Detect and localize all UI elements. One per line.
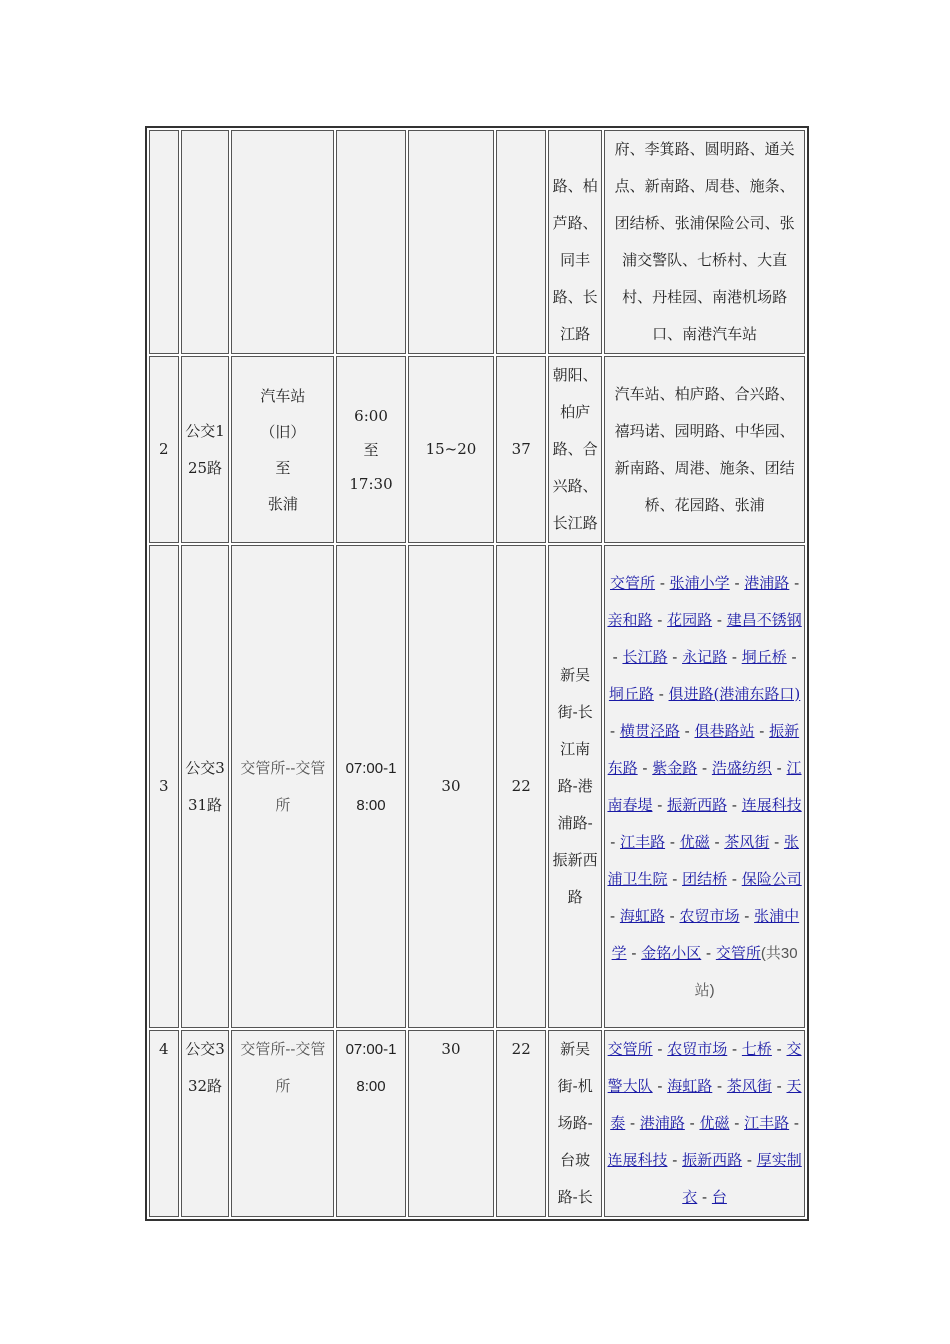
cell-roads: 路、柏芦路、同丰路、长江路 bbox=[548, 130, 602, 354]
stop-link[interactable]: 亲和路 bbox=[607, 610, 653, 629]
time-line: 至 bbox=[363, 440, 379, 459]
stop-link[interactable]: 厚实制衣 bbox=[682, 1151, 802, 1206]
route-line: （旧） bbox=[260, 422, 306, 441]
stop-link[interactable]: 茶风街 bbox=[724, 832, 770, 851]
stop-link[interactable]: 振新西路 bbox=[667, 795, 728, 814]
stop-link[interactable]: 江丰路 bbox=[744, 1114, 790, 1132]
table-row bbox=[149, 130, 805, 354]
cell-interval: 30 bbox=[408, 545, 495, 1028]
stop-separator: - bbox=[684, 1114, 700, 1132]
stop-separator: - bbox=[727, 869, 742, 888]
stop-separator: - bbox=[742, 1151, 757, 1169]
stop-link[interactable]: 俱进路(港浦东路口) bbox=[668, 684, 801, 703]
cell-stops bbox=[604, 1030, 805, 1217]
stop-separator: - bbox=[653, 684, 669, 703]
cell-length: 37 bbox=[496, 356, 546, 543]
stop-link[interactable]: 农贸市场 bbox=[667, 1040, 728, 1058]
cell-interval bbox=[408, 130, 495, 354]
stop-link[interactable]: 港浦路 bbox=[744, 573, 790, 592]
stop-separator: - bbox=[727, 647, 742, 666]
cell-roads: 朝阳、柏庐路、合兴路、长江路 bbox=[548, 356, 602, 543]
stop-link[interactable]: 优磁 bbox=[679, 832, 710, 851]
cell-time bbox=[336, 130, 405, 354]
stop-link[interactable]: 连展科技 bbox=[607, 1151, 668, 1169]
route-line: 张浦 bbox=[267, 494, 298, 513]
bus-route-table bbox=[145, 126, 809, 1221]
stop-separator: - bbox=[697, 758, 712, 777]
stop-link[interactable]: 台 bbox=[711, 1188, 727, 1206]
stop-link[interactable]: 垌丘路 bbox=[608, 684, 654, 703]
stop-link[interactable]: 紫金路 bbox=[652, 758, 698, 777]
time-line: 6:00 bbox=[354, 406, 388, 425]
stop-link[interactable]: 天泰 bbox=[610, 1077, 802, 1132]
cell-no: 3 bbox=[149, 545, 179, 1028]
stop-separator: - bbox=[667, 647, 683, 666]
stop-count: (共30站) bbox=[694, 944, 798, 999]
stop-link[interactable]: 交管所 bbox=[610, 573, 656, 592]
stop-link[interactable]: 金铭小区 bbox=[641, 943, 702, 962]
stop-link[interactable]: 连展科技 bbox=[741, 795, 802, 814]
stop-separator: - bbox=[667, 1151, 683, 1169]
stop-link[interactable]: 长江路 bbox=[622, 647, 668, 666]
stop-link[interactable]: 交管所 bbox=[715, 943, 761, 962]
stop-link[interactable]: 垌丘桥 bbox=[741, 647, 787, 666]
stop-separator: - bbox=[610, 721, 620, 740]
cell-stops: 府、李箕路、圆明路、通关点、新南路、周巷、施条、团结桥、张浦保险公司、张浦交警队、七桥村、大直村、丹桂园、南港机场路口、南港汽车站 bbox=[604, 130, 805, 354]
cell-time bbox=[336, 356, 405, 543]
stop-separator: - bbox=[729, 573, 745, 592]
stop-link[interactable]: 团结桥 bbox=[682, 869, 728, 888]
stop-separator: - bbox=[652, 610, 668, 629]
route-line: 至 bbox=[275, 458, 291, 477]
stop-separator: - bbox=[612, 647, 623, 666]
cell-time: 07:00-18:00 bbox=[336, 1030, 405, 1217]
cell-route bbox=[231, 130, 334, 354]
stop-link[interactable]: 张浦小学 bbox=[669, 573, 730, 592]
stop-separator: - bbox=[610, 906, 620, 925]
cell-roads: 新吴街-机场路-台玻路-长 bbox=[548, 1030, 602, 1217]
stop-link[interactable]: 茶风街 bbox=[726, 1077, 772, 1095]
stop-separator: - bbox=[701, 943, 716, 962]
table-row bbox=[149, 356, 805, 543]
stop-separator: - bbox=[786, 647, 797, 666]
stop-link[interactable]: 横贯泾路 bbox=[619, 721, 680, 740]
stop-separator: - bbox=[739, 906, 755, 925]
cell-no: 2 bbox=[149, 356, 179, 543]
stop-link[interactable]: 俱巷路站 bbox=[694, 721, 755, 740]
cell-interval: 30 bbox=[408, 1030, 495, 1217]
stop-link[interactable]: 港浦路 bbox=[639, 1114, 685, 1132]
stop-separator: - bbox=[665, 832, 680, 851]
cell-time: 07:00-18:00 bbox=[336, 545, 405, 1028]
cell-name: 公交125路 bbox=[181, 356, 230, 543]
stop-separator: - bbox=[667, 869, 683, 888]
stop-link[interactable]: 农贸市场 bbox=[679, 906, 740, 925]
stop-link[interactable]: 张浦中学 bbox=[611, 906, 800, 962]
stop-separator: - bbox=[637, 758, 653, 777]
table-row bbox=[149, 545, 805, 1028]
route-line: 汽车站 bbox=[260, 386, 306, 405]
stop-separator: - bbox=[769, 832, 784, 851]
stop-separator: - bbox=[771, 1040, 787, 1058]
stop-separator: - bbox=[709, 832, 725, 851]
cell-interval: 15~20 bbox=[408, 356, 495, 543]
cell-route bbox=[231, 356, 334, 543]
stop-link[interactable]: 优磁 bbox=[699, 1114, 730, 1132]
stop-separator: - bbox=[727, 795, 742, 814]
stop-separator: - bbox=[679, 721, 695, 740]
stop-separator: - bbox=[789, 1114, 799, 1132]
stop-link[interactable]: 交管所 bbox=[607, 1040, 653, 1058]
stop-separator: - bbox=[697, 1188, 712, 1206]
stop-link[interactable]: 海虹路 bbox=[667, 1077, 713, 1095]
cell-route: 交管所--交管所 bbox=[231, 1030, 334, 1217]
cell-length: 22 bbox=[496, 1030, 546, 1217]
stop-separator: - bbox=[727, 1040, 742, 1058]
cell-stops bbox=[604, 545, 805, 1028]
stop-link[interactable]: 花园路 bbox=[667, 610, 713, 629]
stop-separator: - bbox=[652, 795, 668, 814]
stop-link[interactable]: 建昌不锈钢 bbox=[726, 610, 802, 629]
stop-link[interactable]: 保险公司 bbox=[741, 869, 802, 888]
stop-separator: - bbox=[610, 832, 621, 851]
stop-separator: - bbox=[712, 1077, 727, 1095]
cell-no: 4 bbox=[149, 1030, 179, 1217]
stop-separator: - bbox=[655, 573, 670, 592]
stop-separator: - bbox=[664, 906, 680, 925]
stop-separator: - bbox=[652, 1077, 668, 1095]
stop-link[interactable]: 永记路 bbox=[682, 647, 728, 666]
cell-no bbox=[149, 130, 179, 354]
cell-name bbox=[181, 130, 230, 354]
cell-length: 22 bbox=[496, 545, 546, 1028]
time-line: 17:30 bbox=[349, 474, 393, 493]
stop-separator: - bbox=[625, 1114, 640, 1132]
cell-name: 公交331路 bbox=[181, 545, 230, 1028]
cell-stops: 汽车站、柏庐路、合兴路、禧玛诺、园明路、中华园、新南路、周港、施条、团结桥、花园路、张浦 bbox=[604, 356, 805, 543]
stop-separator: - bbox=[754, 721, 770, 740]
stop-link[interactable]: 海虹路 bbox=[619, 906, 665, 925]
stop-separator: - bbox=[771, 1077, 787, 1095]
stop-separator: - bbox=[712, 610, 727, 629]
cell-roads: 新吴街-长江南路-港浦路-振新西路 bbox=[548, 545, 602, 1028]
stop-separator: - bbox=[789, 573, 800, 592]
stop-link[interactable]: 浩盛纺织 bbox=[711, 758, 772, 777]
stop-link[interactable]: 张浦卫生院 bbox=[607, 832, 799, 888]
stop-separator: - bbox=[626, 943, 642, 962]
stop-link[interactable]: 振新东路 bbox=[607, 721, 800, 777]
stop-link[interactable]: 振新西路 bbox=[682, 1151, 743, 1169]
stop-link[interactable]: 江南春堤 bbox=[607, 758, 802, 814]
stop-separator: - bbox=[729, 1114, 745, 1132]
stop-link[interactable]: 七桥 bbox=[741, 1040, 772, 1058]
stop-link[interactable]: 江丰路 bbox=[620, 832, 666, 851]
stop-separator: - bbox=[652, 1040, 668, 1058]
cell-route: 交管所--交管所 bbox=[231, 545, 334, 1028]
cell-length bbox=[496, 130, 546, 354]
stop-link[interactable]: 交警大队 bbox=[607, 1040, 802, 1095]
cell-name: 公交332路 bbox=[181, 1030, 230, 1217]
stop-separator: - bbox=[771, 758, 787, 777]
table-row bbox=[149, 1030, 805, 1217]
